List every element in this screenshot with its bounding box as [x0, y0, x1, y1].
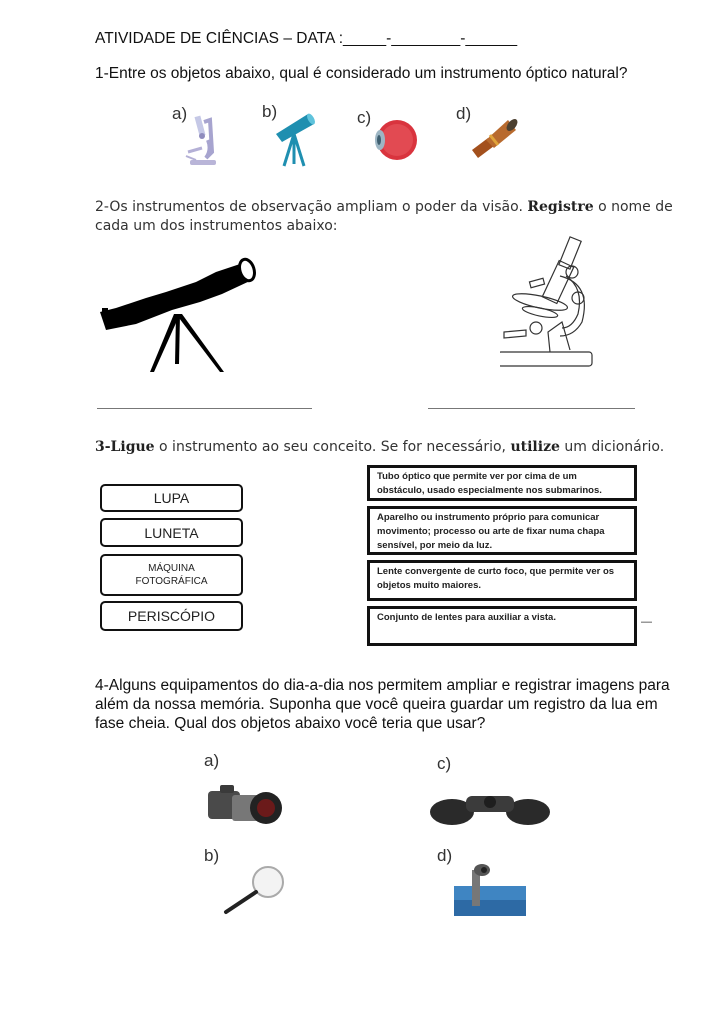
q2-text-after: o nome de cada um dos instrumentos abaixo: — [95, 199, 673, 234]
q3-text-2: um dicionário. — [559, 439, 665, 455]
microscope-icon — [182, 112, 220, 168]
question-1-text: 1-Entre os objetos abaixo, qual é considerado um instrumento óptico natural? — [95, 65, 628, 82]
question-2-text — [95, 198, 675, 236]
instrument-box-luneta[interactable]: LUNETA — [100, 518, 243, 547]
telescope-icon — [272, 108, 316, 168]
microscope-drawing-icon — [500, 236, 596, 370]
camera-icon — [206, 783, 284, 827]
answer-line-1[interactable] — [97, 408, 312, 409]
q1-option-c-label: c) — [357, 108, 372, 127]
q1-option-a-label: a) — [172, 104, 188, 123]
concept-box-4[interactable]: Conjunto de lentes para auxiliar a vista. — [367, 606, 637, 646]
q3-text-1: o instrumento ao seu conceito. Se for necessário, — [154, 439, 511, 455]
q1-option-d-label: d) — [456, 104, 472, 123]
q4-option-c-label: c) — [437, 754, 452, 773]
q3-bold-2: utilize — [510, 439, 560, 455]
question-3-text — [95, 439, 664, 455]
q4-option-b-label: b) — [204, 846, 220, 865]
instrument-line-2: FOTOGRÁFICA — [135, 576, 208, 587]
q2-text-before: 2-Os instrumentos de observação ampliam o poder da visão. — [95, 199, 528, 215]
q1-option-b-label: b) — [262, 102, 278, 121]
instrument-box-maquina-fotografica[interactable] — [100, 554, 243, 596]
instrument-box-periscopio[interactable]: PERISCÓPIO — [100, 601, 243, 631]
periscope-icon — [454, 860, 526, 916]
eye-icon — [372, 114, 418, 166]
spyglass-icon — [468, 112, 520, 160]
question-4-text: 4-Alguns equipamentos do dia-a-dia nos permitem ampliar e registrar imagens para além da nossa memória. Suponha que você queira guardar um registro da lua em fase cheia. Qual dos objetos abaixo você teria que usar? — [95, 677, 670, 732]
answer-line-2[interactable] — [428, 408, 635, 409]
q2-bold-word: Registre — [527, 199, 594, 215]
magnifying-glass-icon — [222, 864, 288, 916]
binoculars-icon — [428, 790, 552, 826]
page-title: ATIVIDADE DE CIÊNCIAS – DATA :_____-________-______ — [95, 30, 518, 47]
q3-bold-1: 3-Ligue — [95, 439, 155, 455]
q4-option-d-label: d) — [437, 846, 453, 865]
dash-mark: — — [641, 616, 652, 628]
instrument-line-1: MÁQUINA — [148, 563, 195, 574]
q4-option-a-label: a) — [204, 751, 220, 770]
telescope-silhouette-icon — [96, 252, 258, 376]
concept-box-3[interactable]: Lente convergente de curto foco, que permite ver os objetos muito maiores. — [367, 560, 637, 601]
concept-box-1[interactable]: Tubo óptico que permite ver por cima de um obstáculo, usado especialmente nos submarinos. — [367, 465, 637, 501]
concept-box-2[interactable]: Aparelho ou instrumento próprio para comunicar movimento; processo ou arte de fixar numa chapa sensível, por meio da luz. — [367, 506, 637, 555]
instrument-box-lupa[interactable]: LUPA — [100, 484, 243, 512]
